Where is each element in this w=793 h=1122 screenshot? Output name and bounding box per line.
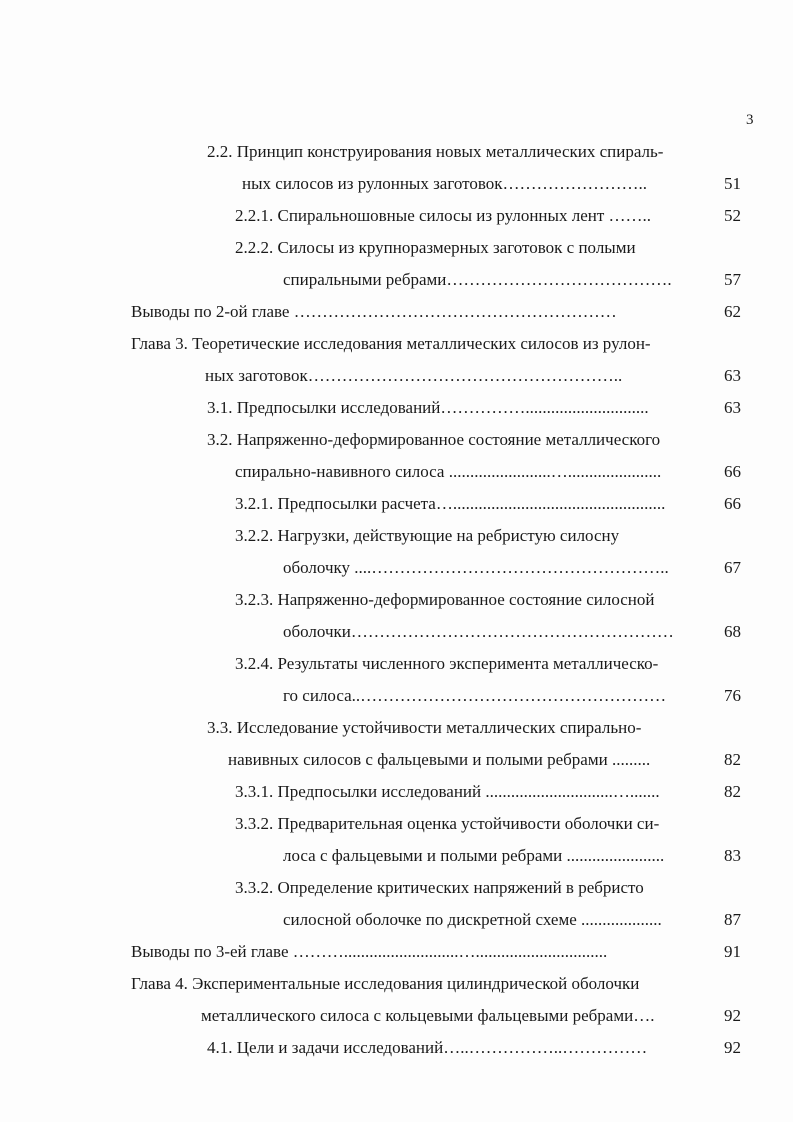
- toc-line: металлического силоса с кольцевыми фальцевыми ребрами….: [201, 1006, 655, 1025]
- toc-page-number: 62: [724, 302, 741, 321]
- toc-page-number: 67: [724, 558, 741, 577]
- toc-line: Выводы по 2-ой главе …………………………………………………: [131, 302, 617, 321]
- toc-page-number: 68: [724, 622, 741, 641]
- toc-page-number: 83: [724, 846, 741, 865]
- toc-line: 3.1. Предпосылки исследований…………….............................: [207, 398, 649, 417]
- toc-page-number: 66: [724, 462, 741, 481]
- toc-line: силосной оболочке по дискретной схеме ...................: [283, 910, 662, 929]
- toc-page-number: 52: [724, 206, 741, 225]
- toc-line: 3.2.4. Результаты численного эксперимента металлическо-: [235, 654, 659, 673]
- toc-line: 3.3.1. Предпосылки исследований ..............................….......: [235, 782, 660, 801]
- toc-line: Глава 4. Экспериментальные исследования цилиндрической оболочки: [131, 974, 640, 993]
- toc-line: 3.3.2. Предварительная оценка устойчивости оболочки си-: [235, 814, 660, 833]
- toc-line: ных заготовок………………………………………………..: [205, 366, 623, 385]
- toc-line: 3.3.2. Определение критических напряжений в ребристо: [235, 878, 644, 897]
- toc-line: навивных силосов с фальцевыми и полыми ребрами .........: [228, 750, 651, 769]
- toc-page-number: 92: [724, 1006, 741, 1025]
- toc-line: спирально-навивного силоса ........................…......................: [235, 462, 662, 481]
- toc-line: 3.2. Напряженно-деформированное состояние металлического: [207, 430, 661, 449]
- toc-line: 2.2.1. Спиральношовные силосы из рулонных лент ……..: [235, 206, 652, 225]
- toc-page-number: 82: [724, 782, 741, 801]
- toc-page-number: 51: [724, 174, 741, 193]
- toc-page-number: 66: [724, 494, 741, 513]
- toc-line: 2.2. Принцип конструирования новых металлических спираль-: [207, 142, 664, 161]
- toc-line: 3.3. Исследование устойчивости металлических спирально-: [207, 718, 642, 737]
- toc-line: 4.1. Цели и задачи исследований…..……………..……………: [207, 1038, 648, 1057]
- toc-line: 3.2.2. Нагрузки, действующие на ребристую силосну: [235, 526, 620, 545]
- toc-page-number: 91: [724, 942, 741, 961]
- toc-line: Глава 3. Теоретические исследования металлических силосов из рулон-: [131, 334, 651, 353]
- toc-line: 2.2.2. Силосы из крупноразмерных заготовок с полыми: [235, 238, 636, 257]
- toc-page-number: 87: [724, 910, 741, 929]
- toc-page-number: 92: [724, 1038, 741, 1057]
- toc-line: оболочки…………………………………………………: [283, 622, 674, 641]
- toc-page-number: 63: [724, 398, 741, 417]
- toc-line: лоса с фальцевыми и полыми ребрами .......................: [283, 846, 665, 865]
- page-number: 3: [746, 112, 754, 128]
- toc-page-number: 63: [724, 366, 741, 385]
- toc-line: Выводы по 3-ей главе ………...........................…...............................: [131, 942, 608, 961]
- toc-line: спиральными ребрами………………………………….: [283, 270, 672, 289]
- toc-line: оболочку ....……………………………………………..: [283, 558, 669, 577]
- toc-page-number: 76: [724, 686, 741, 705]
- toc-line: 3.2.1. Предпосылки расчета…..................................................: [235, 494, 666, 513]
- toc-line: ных силосов из рулонных заготовок……………………..: [242, 174, 648, 193]
- toc-line: 3.2.3. Напряженно-деформированное состояние силосной: [235, 590, 655, 609]
- toc-page-number: 57: [724, 270, 741, 289]
- toc-line: го силоса..………………………………………………: [283, 686, 667, 705]
- toc-page-number: 82: [724, 750, 741, 769]
